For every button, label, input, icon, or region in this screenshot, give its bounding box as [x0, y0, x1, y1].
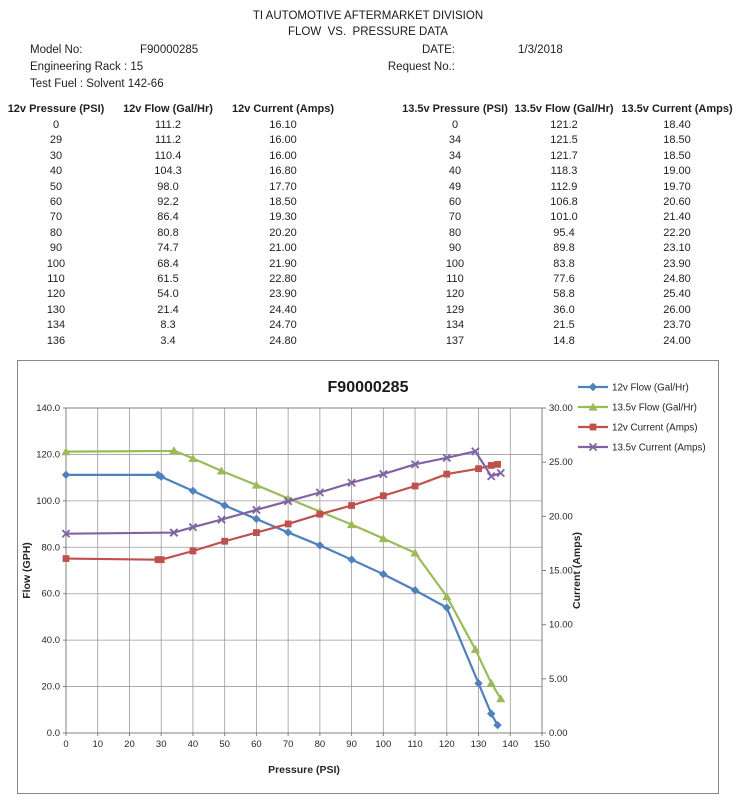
table-gap-cell	[342, 334, 400, 349]
marker-square	[221, 538, 228, 545]
table-row	[0, 210, 736, 225]
table-cell: 21.40	[663, 211, 691, 224]
table-row	[0, 241, 736, 256]
legend-label: 13.5v Flow (Gal/Hr)	[612, 402, 697, 414]
table-cell: 60	[49, 196, 63, 209]
table-gap-cell	[342, 318, 400, 333]
table-header-row	[0, 102, 736, 118]
x-tick-label: 90	[346, 739, 357, 750]
legend-item	[578, 423, 697, 434]
table-cell: 90	[49, 242, 63, 255]
table-cell: 90	[448, 242, 462, 255]
y-right-tick-label: 0.00	[549, 728, 568, 739]
x-tick-label: 20	[124, 739, 135, 750]
legend-label: 12v Current (Amps)	[612, 422, 698, 434]
y-left-tick-label: 60.0	[41, 588, 60, 600]
table-gap-cell	[342, 257, 400, 272]
x-tick-label: 100	[375, 739, 392, 750]
table-cell: 70	[448, 211, 462, 224]
y-left-tick-label: 0.0	[46, 728, 60, 739]
table-cell: 16.00	[269, 149, 297, 162]
marker-square	[590, 424, 597, 431]
table-cell: 49	[448, 180, 462, 193]
table-cell: 14.8	[553, 334, 575, 347]
series-line	[66, 475, 498, 725]
marker-diamond	[316, 541, 324, 549]
table-cell: 18.50	[663, 149, 691, 162]
table-cell: 95.4	[553, 226, 575, 239]
series-square	[63, 461, 501, 563]
table-cell: 80.8	[157, 226, 179, 239]
table-cell: 23.10	[663, 242, 691, 255]
marker-triangle	[487, 679, 496, 687]
x-axis-title: Pressure (PSI)	[268, 764, 340, 776]
table-cell: 120	[46, 288, 66, 301]
table-cell: 34	[448, 134, 462, 147]
table-cell: 18.40	[663, 119, 691, 131]
table-cell: 86.4	[157, 211, 179, 224]
x-tick-label: 10	[92, 739, 104, 750]
marker-square	[443, 471, 450, 478]
table-cell: 134	[445, 319, 465, 332]
y-right-tick-label: 15.00	[549, 565, 573, 577]
x-tick-label: 110	[407, 739, 423, 750]
marker-diamond	[189, 487, 197, 495]
marker-diamond	[62, 471, 70, 479]
page-subtitle: FLOW VS. PRESSURE DATA	[288, 26, 448, 38]
marker-diamond	[487, 710, 495, 718]
table-cell: 20.20	[269, 226, 297, 239]
x-tick-label: 130	[470, 739, 487, 750]
marker-square	[316, 511, 323, 518]
table-cell: 18.50	[663, 134, 691, 147]
x-tick-label: 150	[534, 739, 550, 750]
y-left-tick-label: 40.0	[41, 635, 60, 647]
table-gap-cell	[342, 180, 400, 195]
table-cell: 24.80	[663, 273, 691, 286]
table-cell: 111.2	[155, 134, 181, 147]
table-cell: 70	[49, 211, 63, 224]
table-cell: 136	[46, 334, 66, 347]
marker-diamond	[493, 721, 501, 729]
y-left-tick-label: 120.0	[36, 449, 60, 461]
table-cell: 0	[52, 119, 60, 131]
x-tick-label: 50	[219, 739, 230, 750]
x-tick-label: 0	[63, 739, 69, 750]
table-cell: 21.00	[269, 242, 297, 255]
table-cell: 21.4	[157, 303, 179, 316]
table-cell: 121.5	[550, 134, 578, 147]
table-cell: 111.2	[155, 119, 181, 131]
table-cell: 16.10	[269, 119, 297, 131]
table-header-cell: 13.5v Flow (Gal/Hr)	[514, 103, 614, 115]
y-axis-right-title: Current (Amps)	[571, 531, 583, 610]
table-cell: 137	[445, 334, 465, 347]
table-cell: 120	[445, 288, 465, 301]
table-cell: 22.20	[663, 226, 691, 239]
table-gap-cell	[342, 303, 400, 318]
table-row	[0, 226, 736, 241]
marker-square	[348, 502, 355, 509]
marker-diamond	[589, 383, 597, 391]
table-cell: 89.8	[553, 242, 575, 255]
y-right-tick-label: 10.00	[549, 619, 573, 631]
table-cell: 40	[448, 165, 462, 178]
marker-square	[158, 556, 165, 563]
table-cell: 8.3	[160, 319, 176, 332]
table-cell: 58.8	[553, 288, 575, 301]
table-gap-cell	[342, 287, 400, 302]
table-cell: 20.60	[663, 196, 691, 209]
table-cell: 68.4	[157, 257, 179, 270]
table-cell: 19.30	[269, 211, 297, 224]
test-fuel-label: Test Fuel : Solvent 142-66	[30, 78, 164, 90]
table-cell: 0	[451, 119, 459, 131]
marker-square	[63, 555, 70, 562]
table-cell: 77.6	[553, 273, 575, 286]
table-cell: 121.7	[550, 149, 578, 162]
table-cell: 50	[49, 180, 63, 193]
table-cell: 60	[448, 196, 462, 209]
table-cell: 19.00	[663, 165, 691, 178]
table-cell: 24.40	[269, 303, 297, 316]
y-left-tick-label: 100.0	[36, 495, 60, 507]
table-cell: 61.5	[157, 273, 179, 286]
table-cell: 112.9	[550, 180, 578, 193]
table-gap-cell	[342, 241, 400, 256]
plot-border	[66, 408, 542, 733]
table-cell: 106.8	[550, 196, 578, 209]
series-line	[66, 450, 501, 698]
y-right-tick-label: 5.00	[549, 673, 568, 685]
date-value: 1/3/2018	[518, 44, 563, 56]
table-cell: 100	[445, 257, 465, 270]
table-gap-cell	[342, 118, 400, 133]
table-cell: 30	[49, 149, 63, 162]
table-cell: 29	[49, 134, 63, 147]
table-header-cell: 12v Pressure (PSI)	[7, 103, 105, 115]
x-tick-label: 60	[251, 739, 262, 750]
table-cell: 21.5	[553, 319, 575, 332]
table-row	[0, 303, 736, 318]
y-right-tick-label: 30.00	[549, 403, 573, 414]
table-header-cell: 13.5v Current (Amps)	[621, 103, 733, 115]
table-cell: 24.70	[269, 319, 297, 332]
table-row	[0, 149, 736, 164]
table-cell: 17.70	[269, 180, 297, 193]
series-line	[66, 451, 501, 533]
table-cell: 110	[47, 273, 65, 286]
table-cell: 25.40	[663, 288, 691, 301]
x-tick-label: 120	[438, 739, 455, 750]
table-row	[0, 272, 736, 287]
table-cell: 121.2	[550, 119, 578, 131]
table-cell: 36.0	[553, 303, 575, 316]
legend-label: 12v Flow (Gal/Hr)	[612, 382, 689, 394]
marker-square	[253, 529, 260, 536]
marker-square	[190, 548, 197, 555]
table-row	[0, 287, 736, 302]
x-tick-label: 40	[187, 739, 199, 750]
table-cell: 19.70	[663, 180, 691, 193]
table-cell: 40	[49, 165, 63, 178]
engineering-rack-label: Engineering Rack : 15	[30, 61, 144, 73]
table-cell: 23.70	[663, 319, 691, 332]
chart-title: F90000285	[327, 379, 409, 396]
y-axis-left-title: Flow (GPH)	[21, 542, 33, 599]
request-no-label: Request No.:	[387, 61, 455, 73]
table-row	[0, 334, 736, 349]
table-row	[0, 118, 736, 133]
table-header-cell: 12v Current (Amps)	[231, 103, 335, 115]
y-left-tick-label: 20.0	[41, 681, 60, 693]
marker-diamond	[284, 528, 292, 536]
table-gap-cell	[342, 164, 400, 179]
series-x	[62, 448, 504, 538]
table-cell: 22.80	[269, 273, 297, 286]
table-cell: 74.7	[157, 242, 179, 255]
marker-diamond	[379, 570, 387, 578]
marker-square	[412, 483, 419, 490]
table-cell: 16.00	[269, 134, 297, 147]
marker-diamond	[411, 586, 419, 594]
x-tick-label: 30	[155, 739, 167, 750]
table-row	[0, 180, 736, 195]
table-cell: 134	[46, 319, 66, 332]
table-gap-cell	[342, 133, 400, 148]
x-tick-label: 70	[282, 739, 294, 750]
chart-container	[17, 360, 719, 794]
legend-item	[578, 403, 697, 414]
table-row	[0, 318, 736, 333]
marker-square	[475, 465, 482, 472]
table-cell: 54.0	[157, 288, 179, 301]
table-cell: 16.80	[269, 165, 297, 178]
legend-item	[578, 383, 689, 394]
table-cell: 83.8	[553, 257, 575, 270]
table-gap-cell	[342, 102, 400, 118]
table-cell: 23.90	[269, 288, 297, 301]
data-table	[0, 102, 736, 349]
table-cell: 100	[46, 257, 66, 270]
x-tick-label: 80	[314, 739, 326, 750]
marker-square	[285, 521, 292, 528]
table-cell: 104.3	[154, 165, 182, 178]
series-line	[66, 464, 498, 559]
table-row	[0, 133, 736, 148]
marker-square	[488, 462, 495, 469]
table-row	[0, 257, 736, 272]
table-cell: 21.90	[269, 257, 297, 270]
table-cell: 18.50	[269, 196, 297, 209]
y-left-tick-label: 80.0	[41, 542, 60, 554]
series-triangle	[61, 446, 505, 702]
series-diamond	[62, 471, 502, 730]
marker-square	[494, 461, 501, 468]
table-row	[0, 195, 736, 210]
table-gap-cell	[342, 149, 400, 164]
table-cell: 80	[448, 226, 462, 239]
table-header-cell: 12v Flow (Gal/Hr)	[123, 103, 213, 115]
marker-diamond	[347, 555, 355, 563]
table-cell: 26.00	[663, 303, 691, 316]
legend-item	[578, 443, 706, 454]
table-cell: 110	[446, 273, 464, 286]
table-cell: 24.80	[269, 334, 297, 347]
table-cell: 101.0	[550, 211, 578, 224]
table-gap-cell	[342, 195, 400, 210]
y-right-tick-label: 25.00	[549, 457, 573, 469]
marker-diamond	[220, 501, 228, 509]
table-cell: 23.90	[663, 257, 691, 270]
table-cell: 98.0	[157, 180, 179, 193]
table-cell: 110.4	[154, 149, 182, 162]
date-label: DATE:	[421, 44, 455, 56]
model-no-label: Model No:	[30, 44, 83, 56]
legend-label: 13.5v Current (Amps)	[612, 442, 706, 454]
table-gap-cell	[342, 226, 400, 241]
table-cell: 3.4	[160, 334, 176, 347]
table-cell: 34	[448, 149, 462, 162]
table-gap-cell	[342, 272, 400, 287]
page-title: TI AUTOMOTIVE AFTERMARKET DIVISION	[252, 10, 484, 22]
flow-pressure-chart	[18, 361, 718, 791]
table-header-cell: 13.5v Pressure (PSI)	[402, 103, 508, 115]
x-tick-label: 140	[502, 739, 519, 750]
table-cell: 130	[46, 303, 66, 316]
table-cell: 80	[49, 226, 63, 239]
flow-pressure-table-wrap	[0, 102, 736, 349]
y-left-tick-label: 140.0	[36, 403, 60, 414]
marker-diamond	[443, 603, 451, 611]
table-cell: 118.3	[550, 165, 578, 178]
table-cell: 129	[445, 303, 465, 316]
table-row	[0, 164, 736, 179]
marker-diamond	[252, 515, 260, 523]
y-right-tick-label: 20.00	[549, 511, 573, 523]
model-no-value: F90000285	[140, 44, 199, 56]
marker-square	[380, 492, 387, 499]
table-gap-cell	[342, 210, 400, 225]
table-cell: 24.00	[663, 334, 691, 347]
table-cell: 92.2	[157, 196, 179, 209]
